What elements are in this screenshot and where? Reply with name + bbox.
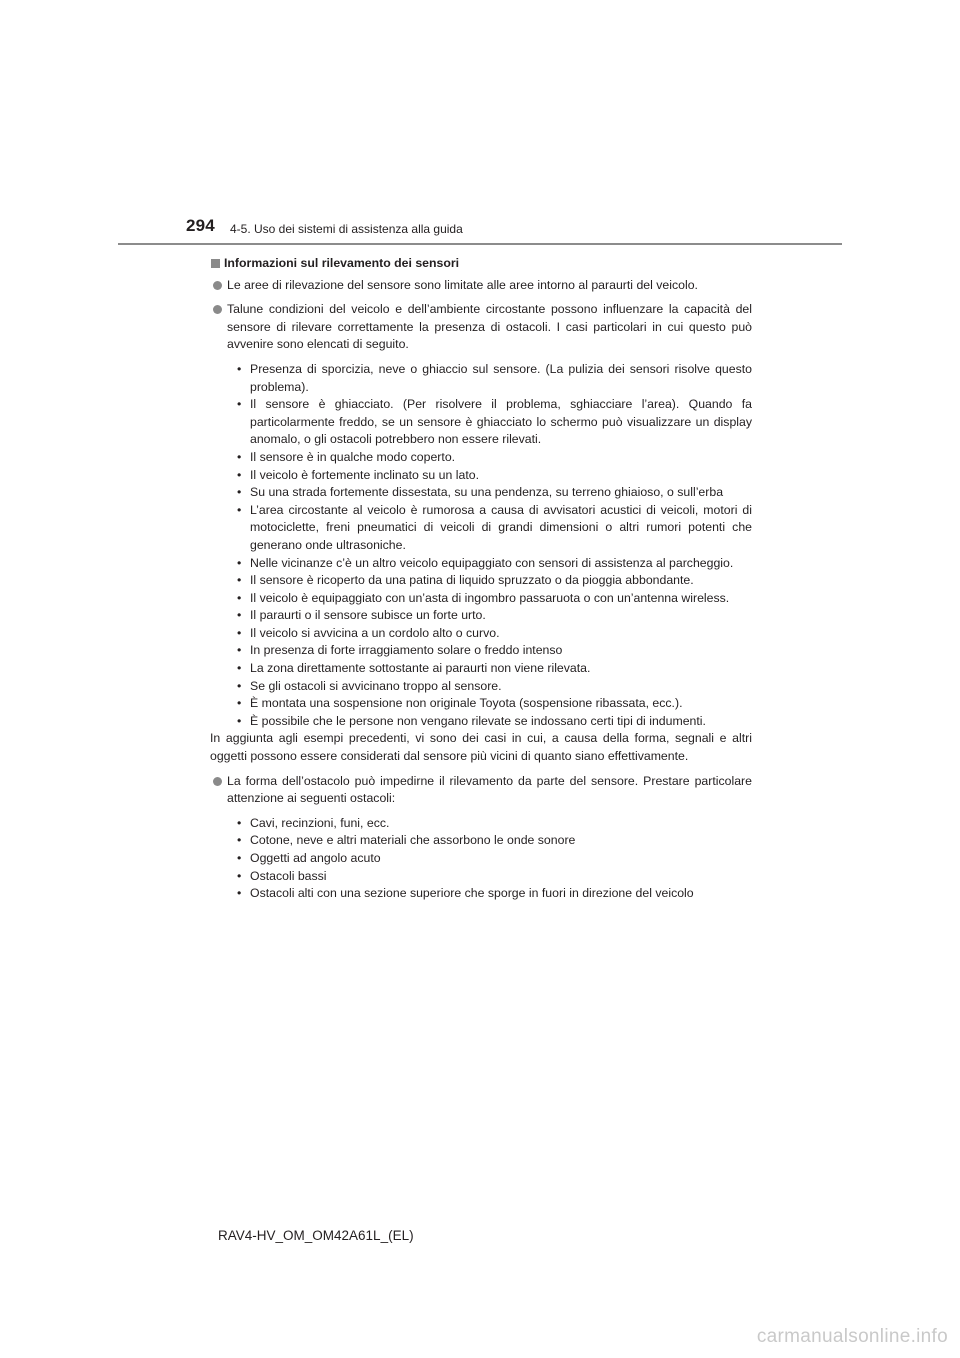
bullet-icon: • <box>237 868 242 883</box>
list-item: • Il sensore è ghiacciato. (Per risolvere il problema, sghiacciare l’area). Quando fa particolarmente freddo, se un sensore è ghiacciato lo schermo può visualizzare un display anomalo, o gli ostacoli potrebbero non essere rilevati. <box>237 397 752 447</box>
bullet-icon: • <box>237 485 242 500</box>
list-item: • Oggetti ad angolo acuto <box>227 850 752 868</box>
paragraph-text: La forma dell’ostacolo può impedirne il rilevamento da parte del sensore. Prestare particolare attenzione ai seguenti ostacoli: <box>227 773 752 806</box>
paragraph-obstacle-shape <box>210 773 752 808</box>
list-item: • Il sensore è ricoperto da una patina di liquido spruzzato o da pioggia abbondante. <box>227 572 752 590</box>
bullet-icon: • <box>237 696 242 711</box>
bullet-icon: • <box>237 713 242 728</box>
square-bullet-icon <box>211 259 220 268</box>
section-heading <box>210 255 752 273</box>
paragraph-detection-areas <box>210 277 752 295</box>
list-item: • È montata una sospensione non originale Toyota (sospensione ribassata, ecc.). <box>227 695 752 713</box>
bullet-icon: • <box>237 661 242 676</box>
bullet-icon: • <box>237 449 242 464</box>
list-item: • Ostacoli alti con una sezione superiore che sporge in fuori in direzione del veicolo <box>227 885 752 903</box>
list-item: • L’area circostante al veicolo è rumorosa a causa di avvisatori acustici di veicoli, motori di motociclette, freni pneumatici di veicoli di grandi dimensioni o altri rumori potenti che generano onde ultrasoniche. <box>237 502 752 552</box>
list-item: • Il sensore è in qualche modo coperto. <box>227 449 752 467</box>
header-rule <box>118 243 842 245</box>
bullet-icon: • <box>237 815 242 830</box>
conditions-list <box>210 361 752 730</box>
list-item: • Cotone, neve e altri materiali che assorbono le onde sonore <box>227 832 752 850</box>
circle-bullet-icon <box>213 305 222 314</box>
note-paragraph: In aggiunta agli esempi precedenti, vi sono dei casi in cui, a causa della forma, segnali e altri oggetti possono essere considerati dal sensore più vicini di quanto siano effettivamente. <box>210 731 752 764</box>
circle-bullet-icon <box>213 777 222 786</box>
paragraph-text: Talune condizioni del veicolo e dell’ambiente circostante possono influenzare la capacità del sensore di rilevare correttamente la presenza di ostacoli. I casi particolari in cui questo può avvenire sono elencati di seguito. <box>227 302 752 352</box>
list-item: • Il veicolo si avvicina a un cordolo alto o curvo. <box>227 625 752 643</box>
list-item: • Su una strada fortemente dissestata, su una pendenza, su terreno ghiaioso, o sull’erba <box>227 484 752 502</box>
list-item: • Il paraurti o il sensore subisce un forte urto. <box>227 607 752 625</box>
section-title: Informazioni sul rilevamento dei sensori <box>224 256 460 270</box>
paragraph-text: Le aree di rilevazione del sensore sono limitate alle aree intorno al paraurti del veicolo. <box>227 277 698 292</box>
bullet-icon: • <box>237 590 242 605</box>
list-item: • Il veicolo è fortemente inclinato su un lato. <box>227 467 752 485</box>
list-item: • È possibile che le persone non vengano rilevate se indossano certi tipi di indumenti. <box>227 713 752 731</box>
bullet-icon: • <box>237 678 242 693</box>
bullet-icon: • <box>237 573 242 588</box>
bullet-icon: • <box>237 851 242 865</box>
running-header: 4-5. Uso dei sistemi di assistenza alla guida <box>230 222 463 236</box>
watermark: carmanualsonline.info <box>756 1326 948 1347</box>
list-item: • In presenza di forte irraggiamento solare o freddo intenso <box>227 642 752 660</box>
list-item: • Ostacoli bassi <box>227 868 752 886</box>
bullet-icon: • <box>237 555 242 570</box>
document-code: RAV4-HV_OM_OM42A61L_(EL) <box>218 1228 414 1243</box>
bullet-icon: • <box>237 397 242 412</box>
list-item: • Se gli ostacoli si avvicinano troppo al sensore. <box>227 678 752 696</box>
page-number: 294 <box>186 216 215 235</box>
page-content <box>210 255 752 903</box>
bullet-icon: • <box>237 502 242 517</box>
paragraph-conditions <box>210 301 752 354</box>
bullet-icon: • <box>237 608 242 623</box>
obstacles-list <box>210 815 752 903</box>
bullet-icon: • <box>237 643 242 658</box>
bullet-icon: • <box>237 833 242 848</box>
bullet-icon: • <box>237 886 242 901</box>
bullet-icon: • <box>237 625 242 640</box>
list-item: • Nelle vicinanze c’è un altro veicolo equipaggiato con sensori di assistenza al parcheggio. <box>227 555 752 573</box>
bullet-icon: • <box>237 361 242 376</box>
list-item: • Il veicolo è equipaggiato con un’asta di ingombro passaruota o con un’antenna wireless. <box>227 590 752 608</box>
list-item: • Presenza di sporcizia, neve o ghiaccio sul sensore. (La pulizia dei sensori risolve questo problema). <box>237 361 752 394</box>
circle-bullet-icon <box>213 281 222 290</box>
list-item: • Cavi, recinzioni, funi, ecc. <box>227 815 752 833</box>
bullet-icon: • <box>237 467 242 482</box>
list-item: • La zona direttamente sottostante ai paraurti non viene rilevata. <box>227 660 752 678</box>
